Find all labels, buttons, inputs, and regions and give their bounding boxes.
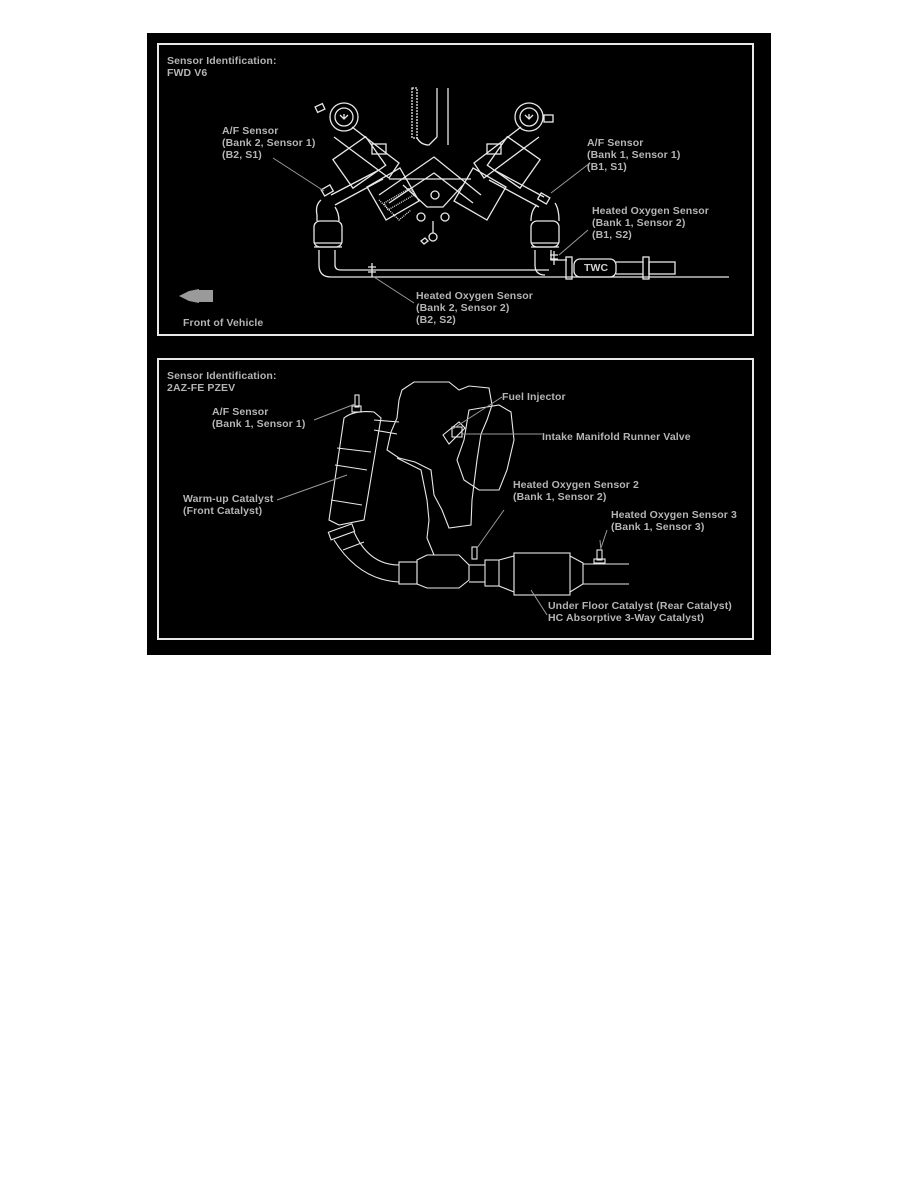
panel-fwd-v6	[157, 43, 754, 336]
label-underfloor-catalyst: Under Floor Catalyst (Rear Catalyst) HC Absorptive 3-Way Catalyst)	[548, 600, 732, 624]
label-ho2-b1s2: Heated Oxygen Sensor (Bank 1, Sensor 2) (B1, S2)	[592, 205, 709, 241]
label-front-of-vehicle: Front of Vehicle	[183, 317, 264, 329]
panel-title: Sensor Identification: FWD V6	[167, 55, 277, 79]
label-af-sensor-b1s1: A/F Sensor (Bank 1, Sensor 1) (B1, S1)	[587, 137, 681, 173]
label-af-sensor: A/F Sensor (Bank 1, Sensor 1)	[212, 406, 306, 430]
label-ho2-sensor-2: Heated Oxygen Sensor 2 (Bank 1, Sensor 2)	[513, 479, 639, 503]
panel-2az-fe-pzev	[157, 358, 754, 640]
label-warmup-catalyst: Warm-up Catalyst (Front Catalyst)	[183, 493, 274, 517]
diagram-sheet	[147, 33, 771, 655]
label-ho2-sensor-3: Heated Oxygen Sensor 3 (Bank 1, Sensor 3)	[611, 509, 737, 533]
label-twc: TWC	[584, 262, 609, 274]
left-arrow-icon	[179, 289, 199, 303]
panel-title: Sensor Identification: 2AZ-FE PZEV	[167, 370, 277, 394]
label-fuel-injector: Fuel Injector	[502, 391, 566, 403]
label-intake-manifold-runner-valve: Intake Manifold Runner Valve	[542, 431, 691, 443]
label-af-sensor-b2s1: A/F Sensor (Bank 2, Sensor 1) (B2, S1)	[222, 125, 316, 161]
label-ho2-b2s2: Heated Oxygen Sensor (Bank 2, Sensor 2) (B2, S2)	[416, 290, 533, 326]
